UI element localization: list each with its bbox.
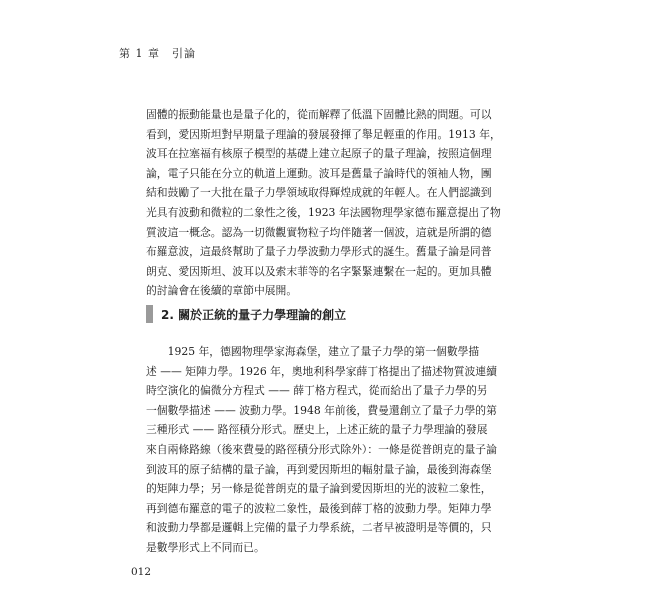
text-line: 固體的振動能量也是量子化的，從而解釋了低溫下固體比熱的問題。可以 <box>146 108 492 121</box>
text-line: 結和鼓勵了一大批在量子力學領域取得輝煌成就的年輕人。在人們認識到 <box>146 186 492 200</box>
text-line: 論，電子只能在分立的軌道上運動。波耳是舊量子論時代的領袖人物，團 <box>146 166 492 180</box>
body-paragraph-1 <box>146 105 501 301</box>
text-line: 質波這一概念。認為一切微觀實物粒子均伴隨著一個波，這就是所謂的德 <box>146 225 492 239</box>
section-heading <box>146 304 496 324</box>
text-line: 1925 年，德國物理學家海森堡，建立了量子力學的第一個數學描 <box>146 345 480 358</box>
text-line: 波耳在拉塞福有核原子模型的基礎上建立起原子的量子理論，按照這個理 <box>146 147 492 161</box>
text-line: 光具有波動和微粒的二象性之後，1923 年法國物理學家德布羅意提出了物 <box>146 205 501 219</box>
text-line: 是數學形式上不同而已。 <box>146 540 265 554</box>
text-line: 和波動力學都是邏輯上完備的量子力學系統，二者早被證明是等價的，只 <box>146 521 492 535</box>
text-line: 來自兩條路線（後來費曼的路徑積分形式除外）：一條是從普朗克的量子論 <box>146 442 497 456</box>
text-line: 布羅意波，這最終幫助了量子力學波動力學形式的誕生。舊量子論是同普 <box>146 245 492 259</box>
page-number: 012 <box>131 566 152 578</box>
text-line: 一個數學描述 —— 波動力學。1948 年前後，費曼還創立了量子力學的第 <box>146 403 497 417</box>
text-line: 時空演化的偏微分方程式 —— 薛丁格方程式，從而給出了量子力學的另 <box>146 384 488 398</box>
text-line: 到波耳的原子結構的量子論，再到愛因斯坦的輻射量子論，最後到海森堡 <box>146 462 492 476</box>
chapter-label: 第 1 章 <box>119 47 160 60</box>
text-line: 三種形式 —— 路徑積分形式。歷史上，上述正統的量子力學理論的發展 <box>146 423 488 437</box>
text-line: 述 —— 矩陣力學。1926 年，奧地利科學家薛丁格提出了描述物質波連續 <box>146 364 497 378</box>
section-title: 2. 關於正統的量子力學理論的創立 <box>161 307 347 322</box>
chapter-title: 引論 <box>172 47 196 60</box>
text-line: 朗克、愛因斯坦、波耳以及索末菲等的名字緊緊連繫在一起的。更加具體 <box>146 264 492 278</box>
running-head <box>119 45 196 61</box>
text-line: 的討論會在後續的章節中展開。 <box>146 284 298 298</box>
text-line: 的矩陣力學；另一條是從普朗克的量子論到愛因斯坦的光的波粒二象性， <box>146 482 492 496</box>
text-line: 看到，愛因斯坦對早期量子理論的發展發揮了舉足輕重的作用。1913 年， <box>146 127 501 141</box>
section-marker-bar <box>146 305 153 323</box>
text-line: 再到德布羅意的電子的波粒二象性，最後到薛丁格的波動力學。矩陣力學 <box>146 501 492 515</box>
body-paragraph-2 <box>146 342 497 558</box>
